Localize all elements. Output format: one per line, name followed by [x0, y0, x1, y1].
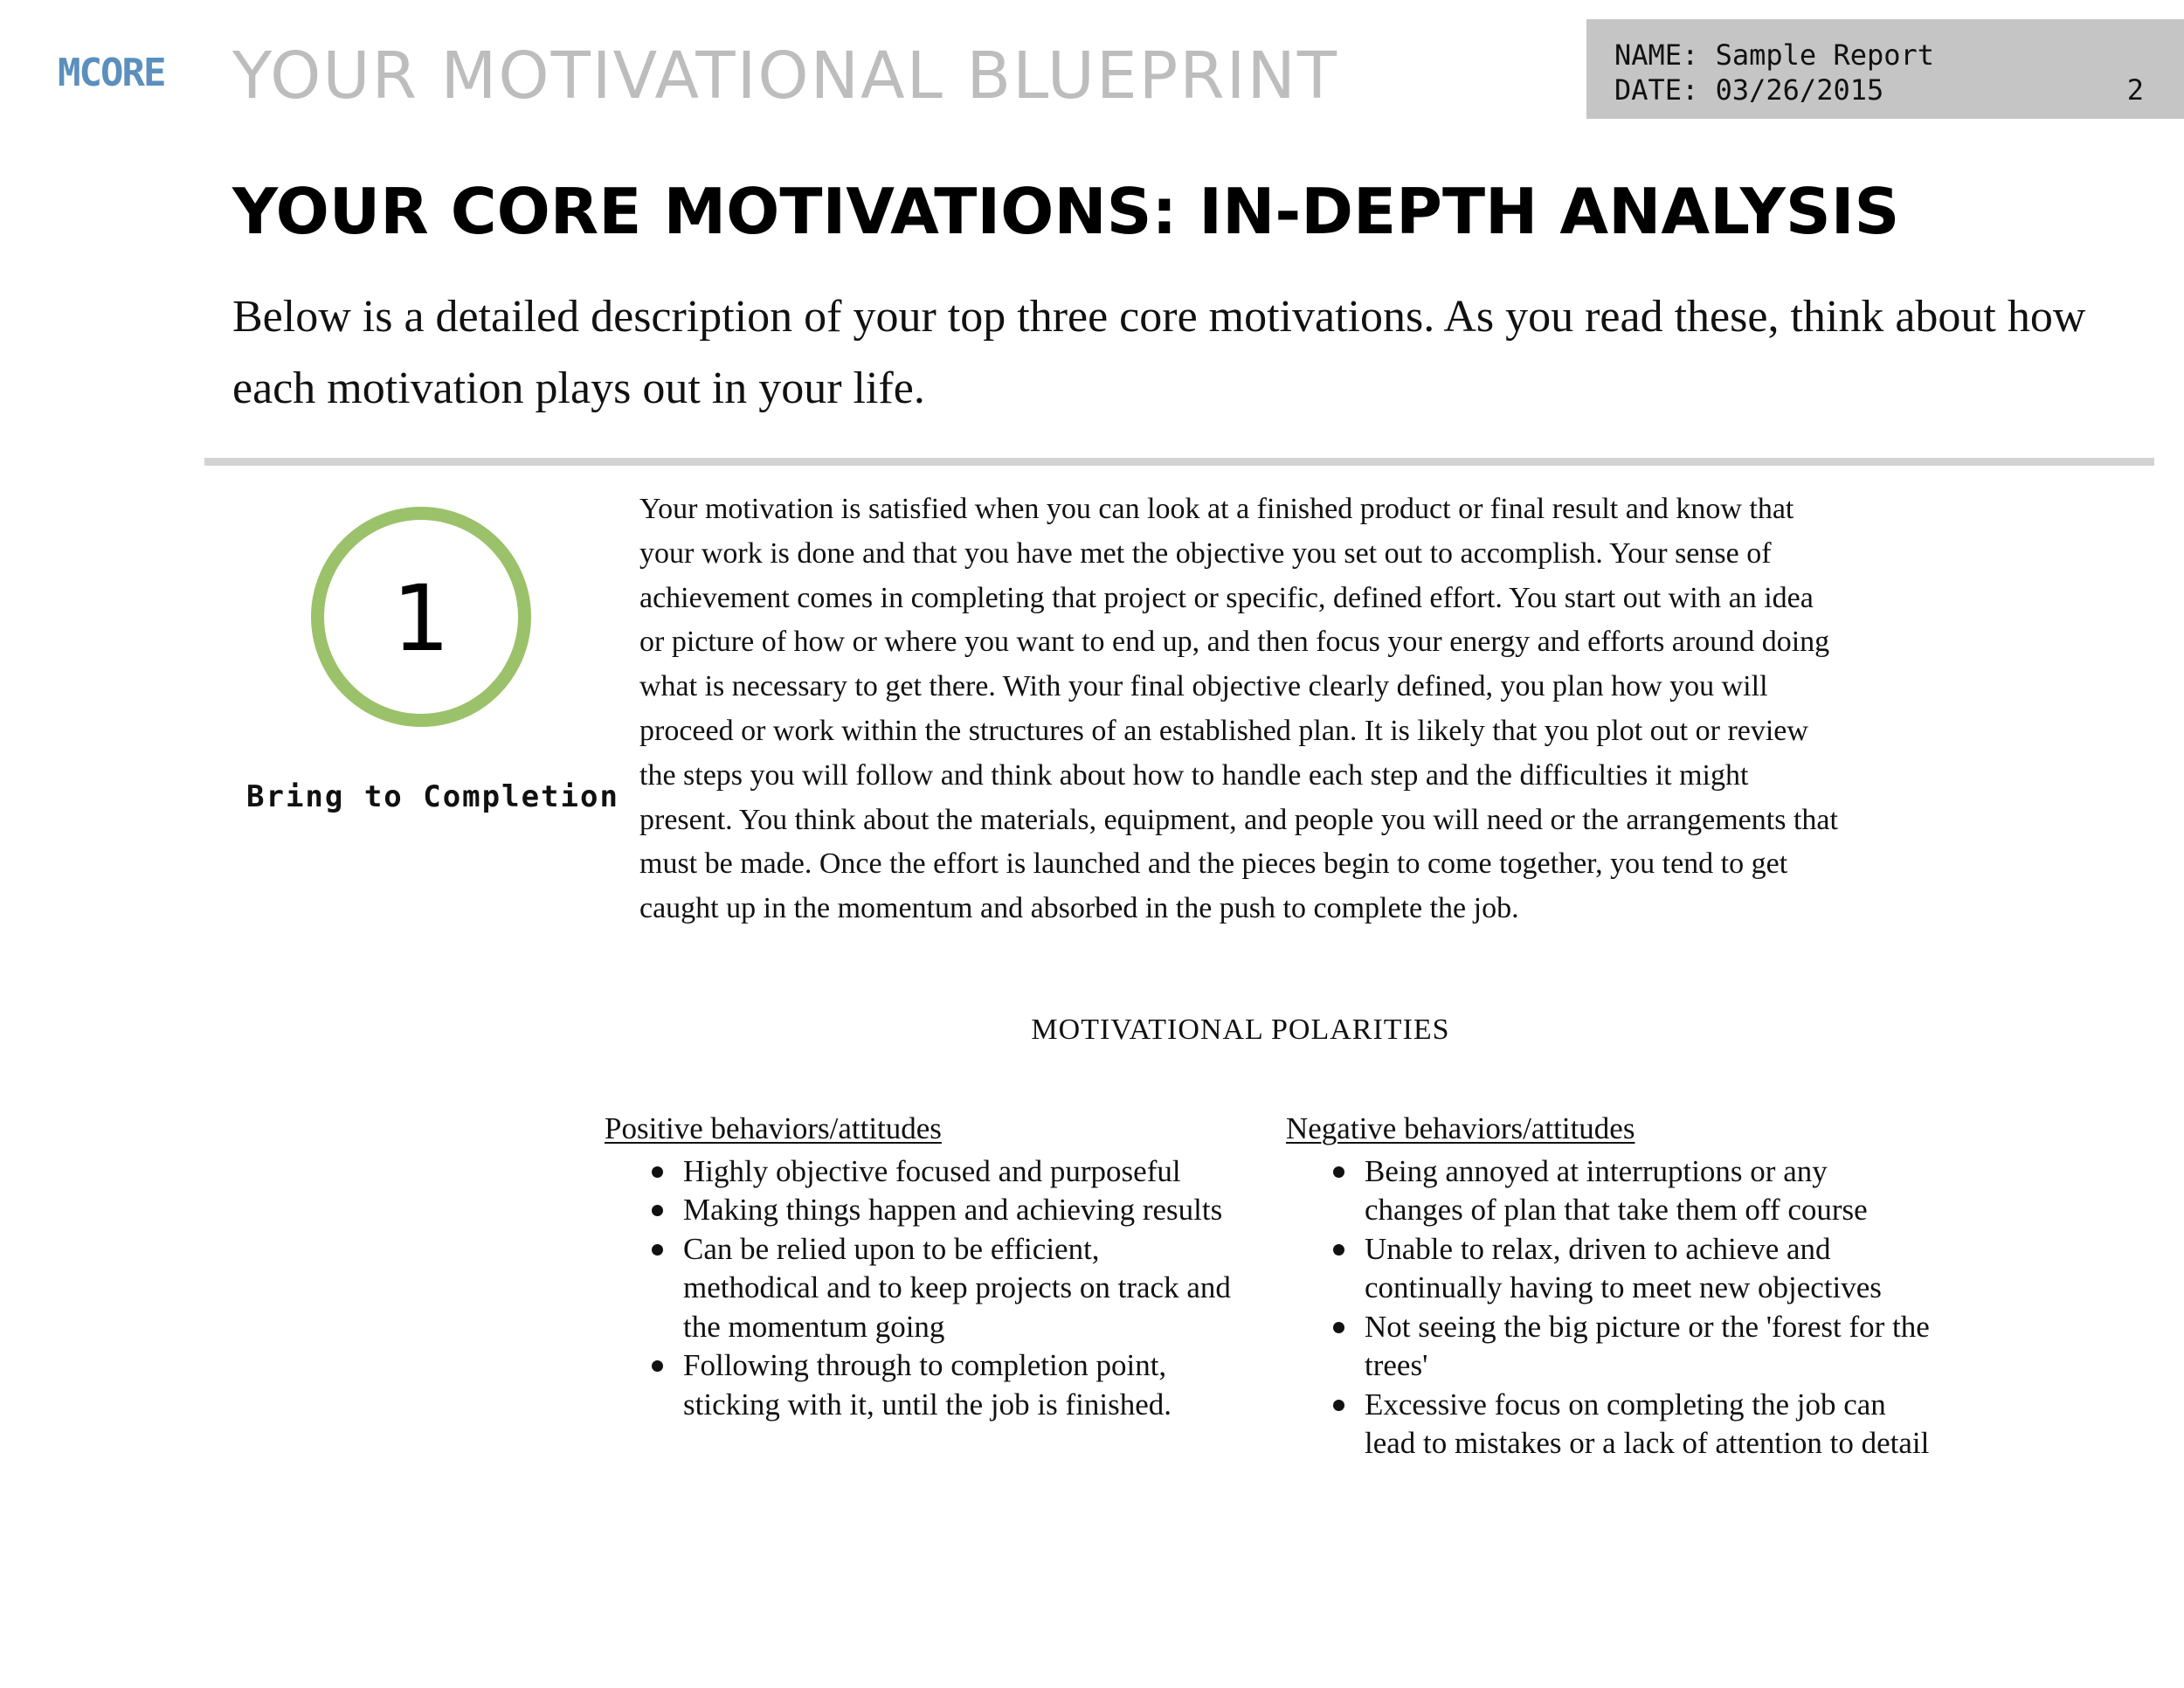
list-item: Following through to completion point, sticking with it, until the job is finished. — [605, 1346, 1234, 1424]
motivation-description: Your motivation is satisfied when you can look at a finished product or final result and know that your work is done and that you have met the objective you set out to accomplish. Your sense of achievement comes in completing that project or specific, defined effort. You start out with an idea or picture of how or where you want to end up, and then focus your energy and efforts around doing what is necessary to get there. With your final objective clearly defined, you plan how you will proceed or work within the structures of an established plan. It is likely that you plot out or review the steps you will follow and think about how to handle each step and the difficulties it might present. You think about the materials, equipment, and people you will need or the arrangements that must be made. Once the effort is launched and the pieces begin to come together, you tend to get caught up in the momentum and absorbed in the push to complete the job. — [639, 493, 1838, 925]
list-item: Being annoyed at interruptions or any changes of plan that take them off course — [1286, 1152, 1932, 1230]
motivation-name: Bring to Completion — [246, 779, 619, 814]
report-date: DATE: 03/26/2015 — [1614, 73, 1884, 107]
negative-behaviors-column — [1286, 1110, 1932, 1463]
positive-behaviors-heading: Positive behaviors/attitudes — [605, 1111, 942, 1145]
rank-circle-icon — [311, 507, 531, 727]
polarities-title: MOTIVATIONAL POLARITIES — [1031, 1013, 1450, 1046]
positive-behaviors-column — [605, 1110, 1234, 1424]
list-item: Not seeing the big picture or the 'forest for the trees' — [1286, 1308, 1932, 1386]
report-name: NAME: Sample Report — [1614, 38, 1935, 72]
list-item: Highly objective focused and purposeful — [605, 1152, 1234, 1192]
report-info-box — [1586, 19, 2184, 119]
list-item: Excessive focus on completing the job can lead to mistakes or a lack of attention to detail — [1286, 1386, 1932, 1463]
document-title: YOUR MOTIVATIONAL BLUEPRINT — [232, 38, 1339, 114]
brand-logo: MCORE — [58, 51, 165, 95]
list-item: Unable to relax, driven to achieve and continually having to meet new objectives — [1286, 1230, 1932, 1308]
section-heading: YOUR CORE MOTIVATIONS: IN-DEPTH ANALYSIS — [232, 175, 1900, 248]
negative-behaviors-heading: Negative behaviors/attitudes — [1286, 1111, 1635, 1145]
page-number: 2 — [2126, 73, 2144, 107]
section-divider — [204, 458, 2154, 466]
negative-behaviors-list — [1286, 1152, 1932, 1463]
rank-number: 1 — [391, 565, 451, 672]
list-item: Making things happen and achieving results — [605, 1191, 1234, 1230]
positive-behaviors-list — [605, 1152, 1234, 1425]
list-item: Can be relied upon to be efficient, methodical and to keep projects on track and the momentum going — [605, 1230, 1234, 1347]
intro-paragraph: Below is a detailed description of your top three core motivations. As you read these, think about how each motivation plays out in your life. — [232, 292, 2086, 413]
